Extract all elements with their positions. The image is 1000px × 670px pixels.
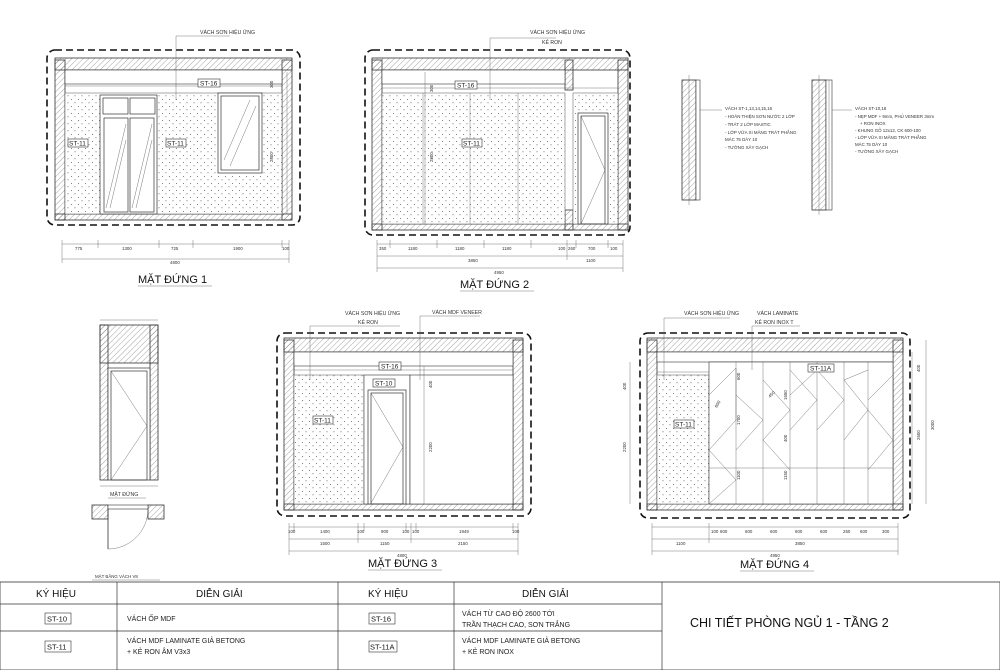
- svg-text:600: 600: [860, 529, 868, 534]
- legend-desc: VÁCH MDF LAMINATE GIẢ BETONG: [127, 638, 246, 645]
- svg-text:- TƯỜNG XÂY GẠCH: - TƯỜNG XÂY GẠCH: [725, 145, 769, 150]
- legend-header: KÝ HIỆU: [368, 589, 409, 600]
- elevation-title: MẶT ĐỨNG 1: [138, 274, 208, 286]
- svg-text:1100: 1100: [736, 470, 741, 480]
- tag-st11: ST-11: [167, 140, 184, 148]
- svg-text:3850: 3850: [468, 258, 478, 263]
- svg-text:- KHUNG GỖ 12x12, CK 600-100: - KHUNG GỖ 12x12, CK 600-100: [855, 128, 921, 133]
- svg-text:- HOÀN THIỆN SƠN NƯỚC 2 LỚP: - HOÀN THIỆN SƠN NƯỚC 2 LỚP: [725, 114, 795, 119]
- svg-text:MÁC 75 DÀY 10: MÁC 75 DÀY 10: [725, 137, 758, 142]
- legend-desc: TRẦN THẠCH CAO, SƠN TRẮNG: [462, 622, 571, 629]
- svg-text:2150: 2150: [458, 541, 468, 546]
- svg-text:100: 100: [512, 529, 520, 534]
- svg-text:600: 600: [720, 529, 728, 534]
- svg-text:1180: 1180: [455, 246, 465, 251]
- tag-st11: ST-11: [314, 417, 331, 425]
- elevation-title: MẶT ĐỨNG 3: [368, 558, 438, 570]
- svg-text:2200: 2200: [428, 442, 433, 452]
- tag-st16: ST-16: [200, 80, 218, 88]
- section-title: VÁCH ST-10,18: [855, 106, 887, 111]
- elevation-3: [277, 309, 531, 570]
- legend-desc: VÁCH ỐP MDF: [127, 616, 176, 623]
- svg-text:100: 100: [357, 529, 365, 534]
- svg-text:600: 600: [745, 529, 753, 534]
- legend-desc: + KẺ RON ÂM V3x3: [127, 649, 191, 656]
- wall-finish-st11a: [709, 362, 893, 504]
- svg-text:600: 600: [736, 372, 741, 380]
- svg-text:600: 600: [770, 529, 778, 534]
- svg-text:600: 600: [713, 399, 722, 409]
- callout-label: VÁCH MDF VENEER: [432, 310, 482, 316]
- svg-text:- TRÁT 2 LỚP MASTIC: - TRÁT 2 LỚP MASTIC: [725, 122, 771, 127]
- wall-finish-st11: [294, 375, 364, 504]
- callout-label: KẺ RON: [358, 320, 378, 326]
- svg-text:3000: 3000: [930, 420, 935, 430]
- svg-text:4950: 4950: [494, 270, 504, 275]
- svg-text:1100: 1100: [586, 258, 596, 263]
- svg-text:600: 600: [795, 529, 803, 534]
- section-detail-2: [812, 75, 934, 215]
- legend-tag: ST-11: [47, 642, 67, 652]
- svg-text:1180: 1180: [408, 246, 418, 251]
- svg-text:400: 400: [622, 382, 627, 390]
- door: [108, 368, 150, 480]
- wall-finish-st11: [657, 375, 709, 504]
- elevation-1: [47, 28, 300, 286]
- window: [218, 93, 262, 173]
- legend-tag: ST-16: [371, 614, 392, 624]
- callout-label: KẺ RON INOX T: [755, 320, 794, 326]
- svg-text:100: 100: [610, 246, 618, 251]
- svg-text:1150: 1150: [783, 470, 788, 480]
- elevation-title: MẶT ĐỨNG 4: [740, 559, 810, 571]
- svg-text:100: 100: [288, 529, 296, 534]
- svg-text:400: 400: [783, 434, 788, 442]
- svg-text:4800: 4800: [397, 553, 407, 558]
- tag-st11a: ST-11A: [810, 365, 832, 373]
- svg-text:1100: 1100: [676, 541, 686, 546]
- elevation-title: MẶT ĐỨNG 2: [460, 279, 530, 291]
- svg-text:300: 300: [882, 529, 890, 534]
- callout-label: VÁCH SƠN HIỆU ỨNG: [684, 311, 739, 317]
- wall-finish-st11: [382, 93, 565, 224]
- svg-text:2800: 2800: [269, 152, 274, 162]
- callout-label: VÁCH LAMINATE: [757, 311, 799, 317]
- callout-label: VÁCH SƠN HIỆU ỨNG: [200, 30, 255, 36]
- svg-text:4950: 4950: [770, 553, 780, 558]
- svg-text:725: 725: [171, 246, 179, 251]
- svg-text:1900: 1900: [233, 246, 243, 251]
- svg-text:MÁC 75 DÀY 10: MÁC 75 DÀY 10: [855, 142, 888, 147]
- elevation-2: [365, 28, 630, 291]
- tag-st10: ST-10: [375, 380, 393, 388]
- detail-title: MẶT BẰNG VÁCH V8: [95, 574, 138, 579]
- callout-label: VÁCH SƠN HIỆU ỨNG: [345, 311, 400, 317]
- svg-text:1650: 1650: [783, 390, 788, 400]
- svg-text:400: 400: [428, 380, 433, 388]
- legend-header: DIỄN GIẢI: [522, 589, 569, 600]
- svg-text:3850: 3850: [795, 541, 805, 546]
- section-detail-1: [682, 75, 797, 205]
- callout-label: VÁCH SƠN HIỆU ỨNG: [530, 30, 585, 36]
- svg-text:1150: 1150: [380, 541, 390, 546]
- legend-desc: VÁCH TỪ CAO ĐỘ 2600 TỚI: [462, 611, 555, 618]
- svg-text:400: 400: [916, 364, 921, 372]
- tag-st11: ST-11: [675, 421, 692, 429]
- svg-text:1949: 1949: [459, 529, 469, 534]
- section-title: VÁCH ST-1,13,14,15,16: [725, 106, 773, 111]
- svg-text:1400: 1400: [320, 529, 330, 534]
- svg-text:- LỚP VỮA XI MĂNG TRÁT PHẲNG: - LỚP VỮA XI MĂNG TRÁT PHẲNG: [725, 130, 797, 135]
- elevation-4: [622, 309, 935, 571]
- svg-text:2200: 2200: [622, 442, 627, 452]
- svg-text:775: 775: [75, 246, 83, 251]
- svg-text:- TƯỜNG XÂY GẠCH: - TƯỜNG XÂY GẠCH: [855, 149, 899, 154]
- detail-title: MẶT ĐỨNG: [110, 492, 139, 498]
- svg-text:100: 100: [282, 246, 290, 251]
- svg-text:1180: 1180: [502, 246, 512, 251]
- svg-text:+ RON INOX: + RON INOX: [860, 121, 886, 126]
- legend-desc: + KẺ RON INOX: [462, 649, 514, 656]
- svg-text:100: 100: [558, 246, 566, 251]
- svg-text:450: 450: [767, 389, 776, 399]
- svg-text:1500: 1500: [320, 541, 330, 546]
- legend-tag: ST-10: [47, 614, 68, 624]
- legend-table: [0, 582, 1000, 670]
- tag-st11: ST-11: [69, 140, 86, 148]
- svg-text:350: 350: [379, 246, 387, 251]
- svg-text:2800: 2800: [429, 152, 434, 162]
- door: [578, 113, 608, 224]
- door: [368, 390, 406, 504]
- legend-tag: ST-11A: [370, 642, 395, 652]
- svg-text:- NẸP MDF + 9mm, PHỦ VENEER 3m: - NẸP MDF + 9mm, PHỦ VENEER 3mm: [855, 114, 935, 119]
- svg-text:700: 700: [588, 246, 596, 251]
- svg-text:600: 600: [820, 529, 828, 534]
- svg-text:260: 260: [568, 246, 576, 251]
- svg-text:100: 100: [402, 529, 410, 534]
- callout-label: KẺ RON: [542, 40, 562, 46]
- tag-st16: ST-16: [457, 82, 475, 90]
- legend-header: KÝ HIỆU: [36, 589, 77, 600]
- door-detail: [92, 320, 164, 580]
- sheet-title: CHI TIẾT PHÒNG NGỦ 1 - TẦNG 2: [690, 616, 889, 630]
- svg-text:1700: 1700: [736, 415, 741, 425]
- legend-desc: VÁCH MDF LAMINATE GIẢ BETONG: [462, 638, 581, 645]
- tag-st16: ST-16: [381, 363, 399, 371]
- svg-text:300: 300: [429, 84, 434, 92]
- svg-text:100: 100: [412, 529, 420, 534]
- tag-st11: ST-11: [463, 140, 480, 148]
- svg-text:2600: 2600: [916, 430, 921, 440]
- svg-text:1300: 1300: [122, 246, 132, 251]
- svg-text:- LỚP VỮA XI MĂNG TRÁT PHẲNG: - LỚP VỮA XI MĂNG TRÁT PHẲNG: [855, 135, 927, 140]
- svg-text:100: 100: [711, 529, 719, 534]
- svg-text:4800: 4800: [170, 260, 180, 265]
- svg-text:300: 300: [269, 80, 274, 88]
- svg-text:900: 900: [381, 529, 389, 534]
- svg-text:250: 250: [843, 529, 851, 534]
- legend-header: DIỄN GIẢI: [196, 589, 243, 600]
